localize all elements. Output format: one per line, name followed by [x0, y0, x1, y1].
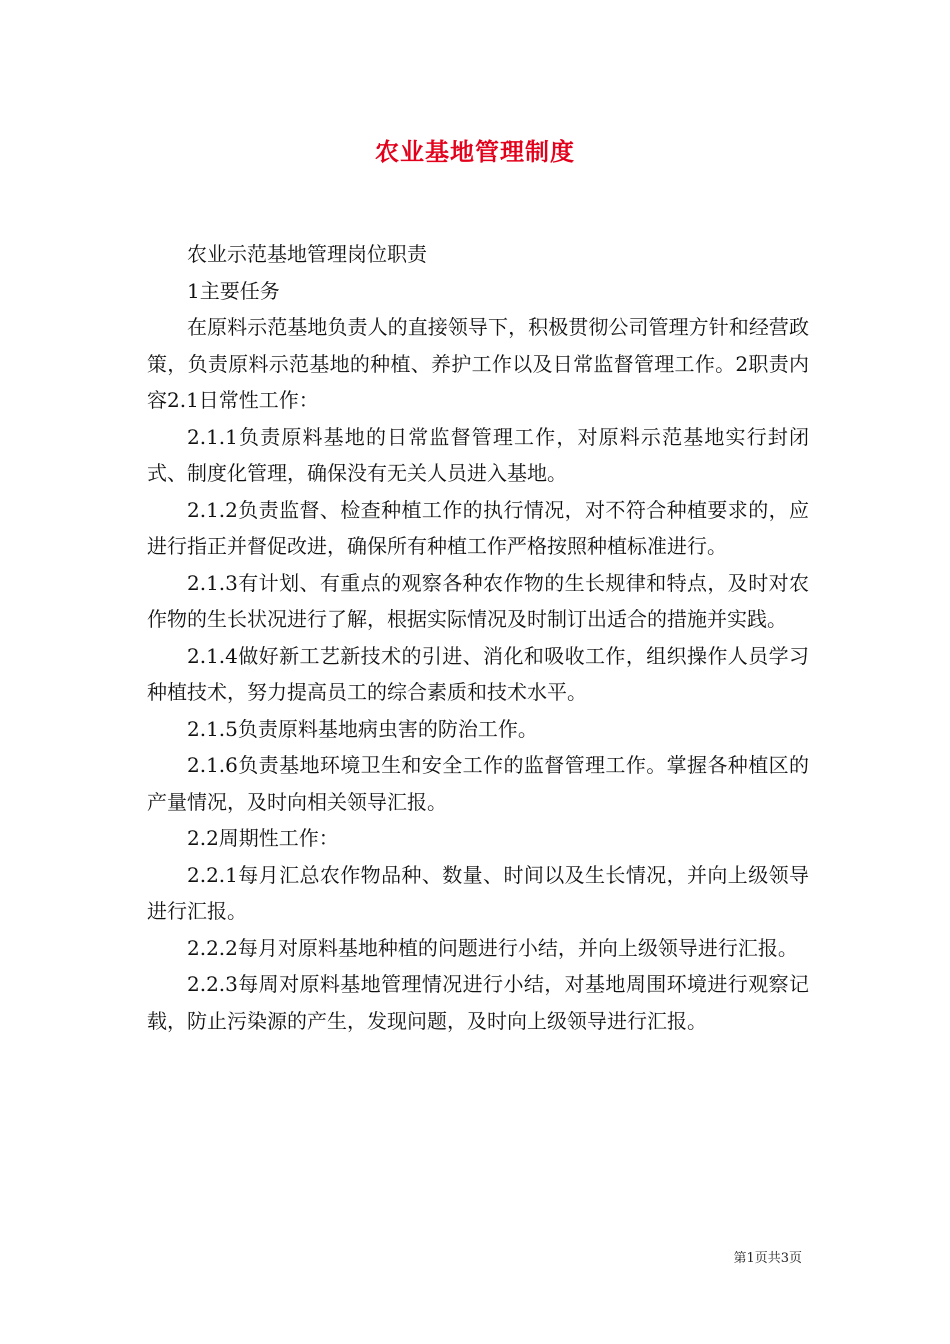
paragraph-section-heading: 农业示范基地管理岗位职责: [187, 242, 427, 266]
paragraph-2-1-2: 2.1.2负责监督、检查种植工作的执行情况，对不符合种植要求的，应进行指正并督促改进，确保所有种植工作严格按照种植标准进行。: [147, 497, 809, 558]
paragraph-2-2-1: 2.2.1每月汇总农作物品种、数量、时间以及生长情况，并向上级领导进行汇报。: [147, 862, 809, 923]
document-title: 农业基地管理制度: [375, 137, 575, 166]
paragraph-2-2-3: 2.2.3每周对原料基地管理情况进行小结，对基地周围环境进行观察记载，防止污染源的产生，发现问题，及时向上级领导进行汇报。: [147, 972, 809, 1033]
paragraph-main-task: 在原料示范基地负责人的直接领导下，积极贯彻公司管理方针和经营政策，负责原料示范基地的种植、养护工作以及日常监督管理工作。2职责内容2.1日常性工作：: [147, 315, 809, 412]
paragraph-2-2-2: 2.2.2每月对原料基地种植的问题进行小结，并向上级领导进行汇报。: [187, 935, 798, 960]
paragraph-2-1-3: 2.1.3有计划、有重点的观察各种农作物的生长规律和特点，及时对农作物的生长状况进行了解，根据实际情况及时制订出适合的措施并实践。: [147, 570, 809, 631]
document-body: [147, 236, 809, 1039]
paragraph-2-1-4: 2.1.4做好新工艺新技术的引进、消化和吸收工作，组织操作人员学习种植技术，努力提高员工的综合素质和技术水平。: [147, 643, 809, 704]
paragraph-2-1-6: 2.1.6负责基地环境卫生和安全工作的监督管理工作。掌握各种植区的产量情况，及时向相关领导汇报。: [147, 753, 809, 814]
page-number-footer: 第1页共3页: [733, 1251, 802, 1266]
paragraph-2-1-1: 2.1.1负责原料基地的日常监督管理工作，对原料示范基地实行封闭式、制度化管理，确保没有无关人员进入基地。: [147, 424, 809, 485]
paragraph-2-1-5: 2.1.5负责原料基地病虫害的防治工作。: [187, 716, 538, 741]
paragraph-main-task-heading: 1主要任务: [187, 278, 280, 303]
paragraph-2-2-heading: 2.2周期性工作：: [187, 826, 339, 850]
